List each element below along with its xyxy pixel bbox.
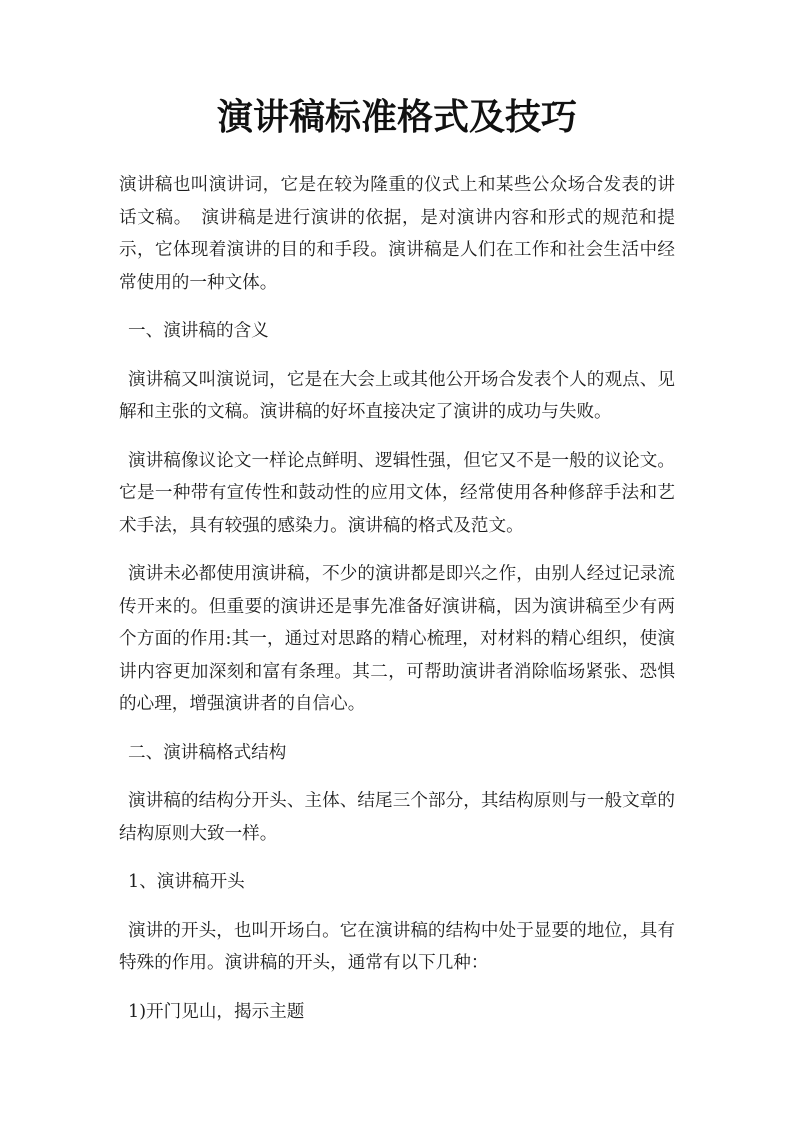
paragraph-opening: 演讲的开头，也叫开场白。它在演讲稿的结构中处于显要的地位，具有特殊的作用。演讲稿的开头，通常有以下几种： xyxy=(119,920,675,973)
paragraph-purpose: 演讲未必都使用演讲稿，不少的演讲都是即兴之作，由别人经过记录流传开来的。但重要的演讲还是事先准备好演讲稿，因为演讲稿至少有两个方面的作用:其一，通过对思路的精心梳理，对材料的精心组织，使演讲内容更加深刻和富有条理。其二，可帮助演讲者消除临场紧张、恐惧的心理，增强演讲者的自信心。 xyxy=(119,564,675,714)
paragraph-definition: 演讲稿又叫演说词，它是在大会上或其他公开场合发表个人的观点、见解和主张的文稿。演讲稿的好坏直接决定了演讲的成功与失败。 xyxy=(119,369,675,422)
paragraph-argumentative-style: 演讲稿像议论文一样论点鲜明、逻辑性强，但它又不是一般的议论文。它是一种带有宣传性和鼓动性的应用文体，经常使用各种修辞手法和艺术手法，具有较强的感染力。演讲稿的格式及范文。 xyxy=(119,450,675,536)
subsection-heading-opening: 1、演讲稿开头 xyxy=(128,872,245,892)
section-heading-structure: 二、演讲稿格式结构 xyxy=(128,742,287,763)
section-heading-meaning: 一、演讲稿的含义 xyxy=(128,321,269,341)
list-item-open-with-theme: 1)开门见山，揭示主题 xyxy=(128,1001,305,1022)
paragraph-structure: 演讲稿的结构分开头、主体、结尾三个部分，其结构原则与一般文章的结构原则大致一样。 xyxy=(119,791,675,844)
document-title: 演讲稿标准格式及技巧 xyxy=(216,96,577,138)
intro-paragraph: 演讲稿也叫演讲词，它是在较为隆重的仪式上和某些公众场合发表的讲话文稿。 演讲稿是进行演讲的依据，是对演讲内容和形式的规范和提示，它体现着演讲的目的和手段。演讲稿是人们在工作和社会生活中经常使用的一种文体。 xyxy=(119,175,675,293)
